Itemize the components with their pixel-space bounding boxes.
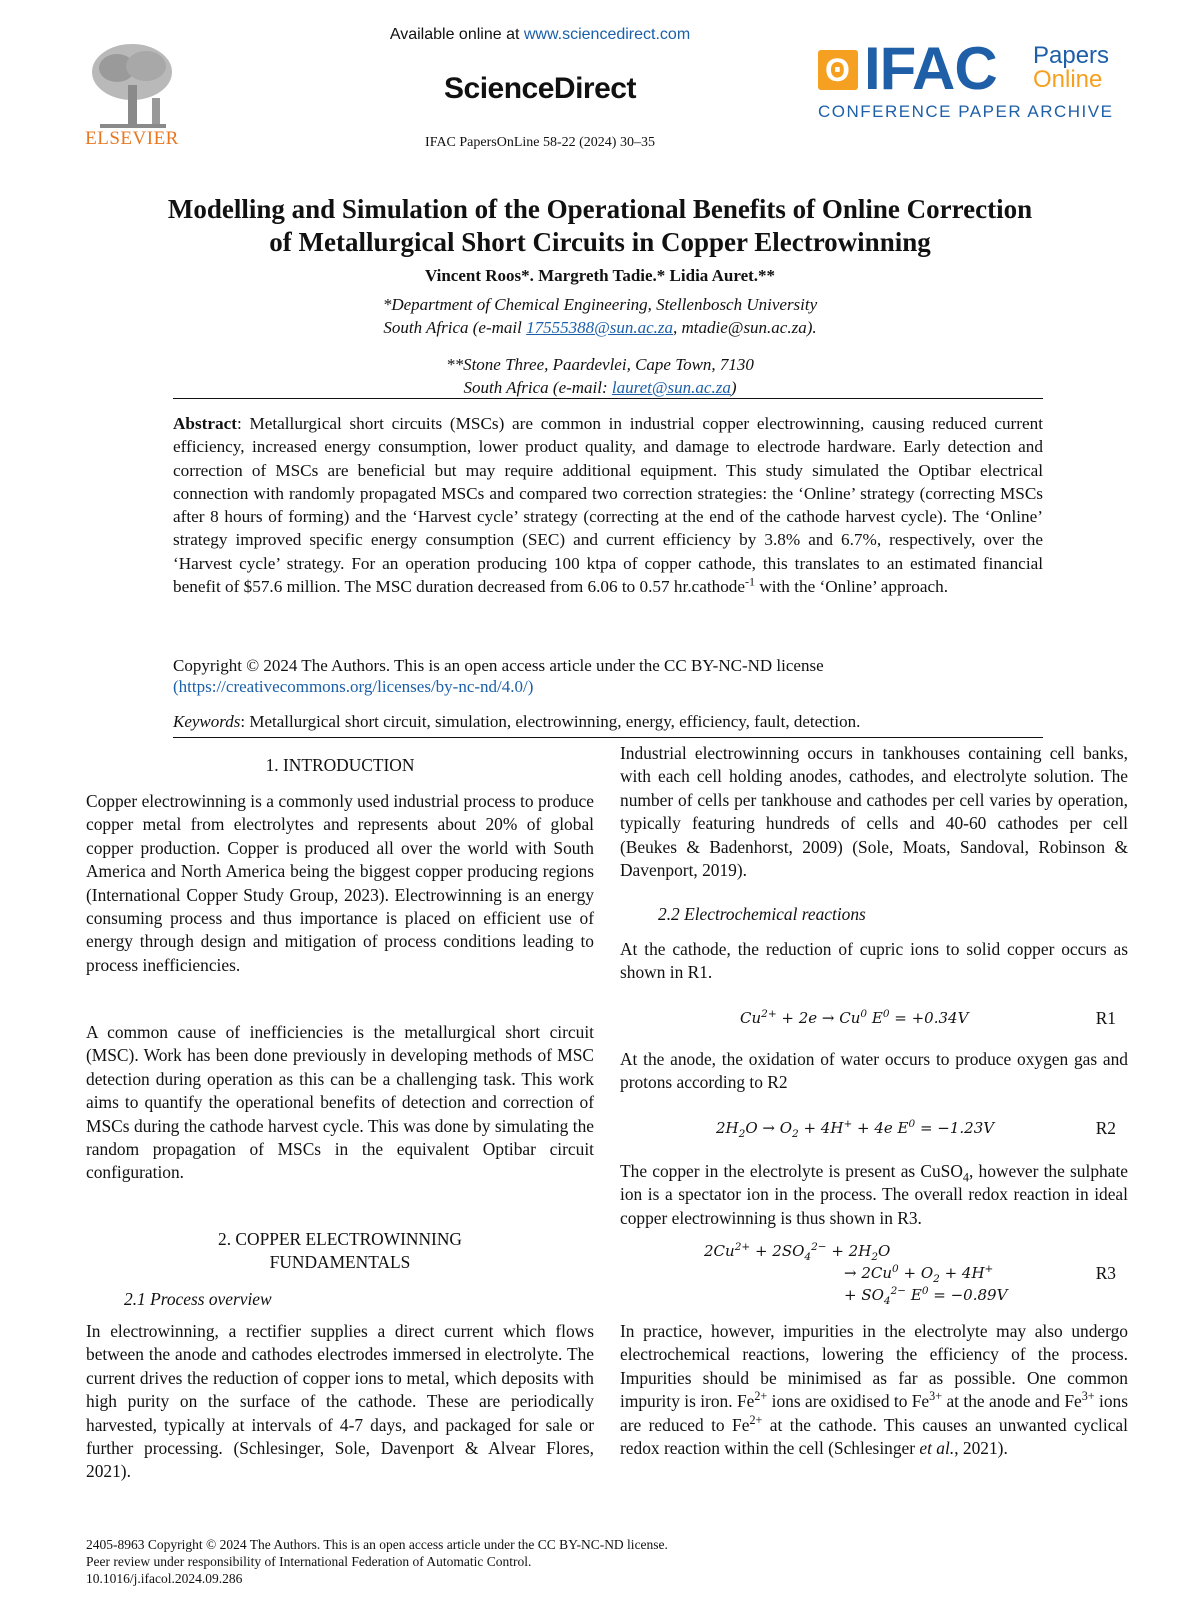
journal-reference: IFAC PapersOnLine 58-22 (2024) 30–35 [425,135,655,150]
section-heading-fundamentals: 2. COPPER ELECTROWINNING FUNDAMENTALS [218,1229,462,1273]
paragraph: Copper electrowinning is a commonly used industrial process to produce copper metal from electrolytes and represents about 20% of global copper production. Copper is produced all over the world with South America and North America being the biggest copper producing regions (International Copper Study Group, 2023). Electrowinning is an energy consuming process and thus importance is placed on efficient use of energy through design and mitigation of process conditions leading to process inefficiencies. [86,791,594,975]
abstract: Abstract: Metallurgical short circuits (MSCs) are common in industrial copper electrowinning, causing reduced current efficiency, increased energy consumption, lower product quality, and damage to electrode hardware. Early detection and correction of MSCs are beneficial but may require additional equipment. This study simulated the Optibar electrical connection with randomly propagated MSCs and compared two correction strategies: the ‘Online’ strategy (correcting MSCs after 8 hours of forming) and the ‘Harvest cycle’ strategy (correcting at the end of the cathode harvest cycle). The ‘Online’ strategy improved specific energy consumption (SEC) and current efficiency by 3.8% and 6.7%, respectively, over the ‘Harvest cycle’ strategy. For an operation producing 100 ktpa of copper cathode, this translates to an estimated financial benefit of $57.6 million. The MSC duration decreased from 6.06 to 0.57 hr.cathode$^{-1}$ with the ‘Online’ approach. [173,414,1043,597]
paragraph: At the anode, the oxidation of water occurs to produce oxygen gas and protons according to R2 [620,1049,1128,1093]
sciencedirect-link[interactable]: www.sciencedirect.com [523,26,691,43]
email-link-1[interactable]: 17555388@sun.ac.za [526,318,674,337]
affiliation-1: *Department of Chemical Engineering, Stellenbosch University South Africa (e-mail 17555388@sun.ac.za, mtadie@sun.ac.za). [382,295,818,337]
equation-r3: $2Cu^{2+} + 2SO_4^{2-} + 2H_2O$ → $2Cu^0 + O_2 + 4H^+$ + $SO_4^{2-}$ $E^0 = -0.89V$ R3 [704,1241,1116,1307]
equation-r2: $2H_2O \to O_2 + 4H^+ + 4e$ $E^0 = -1.23V$ R2 [716,1118,1116,1140]
copyright-notice: Copyright © 2024 The Authors. This is an open access article under the CC BY-NC-ND license (https://creativecommons.org/licenses/by-nc-nd/4.0/) [173,656,824,696]
email-link-2[interactable]: lauret@sun.ac.za [611,378,731,397]
available-online: Available online at www.sciencedirect.com [389,26,691,43]
affiliation-2: **Stone Three, Paardevlei, Cape Town, 7130 South Africa (e-mail: lauret@sun.ac.za) [446,355,754,397]
paragraph: In practice, however, impurities in the electrolyte may also undergo electrochemical reactions, lowering the efficiency of the process. Impurities should be minimised as far as possible. One common impurity is iron. $Fe^{2+}$ ions are oxidised to $Fe^{3+}$ at the anode and $Fe^{3+}$ ions are reduced to $Fe^{2+}$ at the cathode. This causes an unwanted cyclical redox reaction within the cell (Schlesinger et al., 2021). [620,1321,1129,1459]
license-link[interactable]: https://creativecommons.org/licenses/by-nc-nd/4.0/ [178,677,528,696]
paragraph: The copper in the electrolyte is present as CuSO$_4$, however the sulphate ion is a spectator ion in the process. The overall redox reaction in ideal copper electrowinning is thus shown in R3. [620,1161,1128,1228]
equation-r1: $Cu^{2+} + 2e \to Cu^0$ $E^0 = +0.34V$ R1 [740,1008,1116,1028]
subsection-heading: 2.2 Electrochemical reactions [658,904,866,924]
elsevier-wordmark: ELSEVIER [85,128,179,149]
keywords: Keywords: Metallurgical short circuit, simulation, electrowinning, energy, efficiency, fault, detection. [173,712,861,731]
ifac-emblem-icon: ʘ [818,50,858,90]
authors: Vincent Roos*. Margreth Tadie.* Lidia Auret.** [424,266,776,285]
subsection-heading: 2.1 Process overview [124,1289,272,1309]
paper-title: Modelling and Simulation of the Operational Benefits of Online Correction of Metallurgical Short Circuits in Copper Electrowinning [167,194,1033,257]
paragraph: A common cause of inefficiencies is the metallurgical short circuit (MSC). Work has been done previously in developing methods of MSC detection during operation as this can be a challenging task. This work aims to quantify the operational benefits of detection and correction of MSCs during the cathode harvest cycle. This was done by simulating the random propagation of MSCs in the equivalent Optibar circuit configuration. [86,1022,594,1183]
right-column [620,0,1128,1600]
paragraph: Industrial electrowinning occurs in tankhouses containing cell banks, with each cell holding anodes, cathodes, and electrolyte solution. The number of cells per tankhouse and cathodes per cell varies by operation, typically featuring hundreds of cells and 40-60 cathodes per cell (Beukes & Badenhorst, 2009) (Sole, Moats, Sandoval, Robinson & Davenport, 2019). [620,743,1128,881]
section-heading-introduction: 1. INTRODUCTION [265,755,415,775]
paragraph: In electrowinning, a rectifier supplies a direct current which flows between the anode and cathodes electrodes immersed in electrolyte. The current drives the reduction of copper ions to metal, which deposits with high purity on the surface of the cathode. These are periodically harvested, typically at intervals of 4-7 days, and packaged for sale or further processing. (Schlesinger, Sole, Davenport & Alvear Flores, 2021). [86,1321,594,1482]
paragraph: At the cathode, the reduction of cupric ions to solid copper occurs as shown in R1. [620,939,1128,983]
doi: 10.1016/j.ifacol.2024.09.286 [86,1571,243,1586]
sciencedirect-wordmark: ScienceDirect [444,72,636,105]
left-column [86,0,594,1600]
page-footer: 2405-8963 Copyright © 2024 The Authors. This is an open access article under the CC BY-NC-ND license. Peer review under responsibility of International Federation of Automatic Control. 10.1016/j.ifacol.2024.09.286 [86,1537,668,1586]
ifac-papersonline-logo: ʘ IFAC Papers Online CONFERENCE PAPER ARCHIVE [818,35,1114,121]
